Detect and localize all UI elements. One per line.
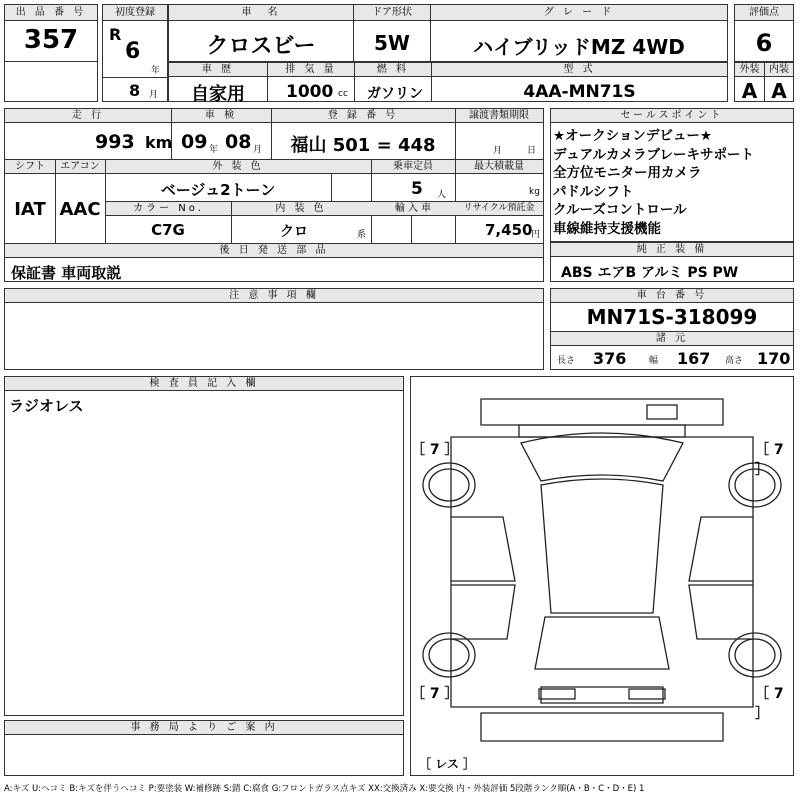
spec-width-label: 幅 bbox=[649, 356, 659, 366]
spec-width: 167 bbox=[677, 349, 711, 368]
shift-header: シフト bbox=[5, 160, 55, 174]
capacity: 5 bbox=[411, 179, 423, 199]
color-no-header: カラー No. bbox=[106, 202, 231, 216]
history-header: 車 歴 bbox=[169, 63, 267, 77]
score-header: 評価点 bbox=[735, 5, 793, 21]
displacement-cell bbox=[267, 62, 355, 102]
max-load-header: 最大積載量 bbox=[455, 160, 543, 174]
chassis-header: 車 台 番 号 bbox=[551, 289, 793, 303]
color-no: C7G bbox=[151, 221, 185, 239]
transfer-month-unit: 月 bbox=[493, 146, 503, 156]
sales-point: 全方位モニター用カメラ bbox=[553, 165, 702, 181]
lot-number-header: 出 品 番 号 bbox=[5, 5, 97, 21]
aircon-header: エアコン bbox=[55, 160, 105, 174]
notes-header: 注 意 事 項 欄 bbox=[5, 289, 543, 303]
history: 自家用 bbox=[191, 84, 245, 105]
reg-year: 6 bbox=[125, 39, 141, 64]
aircon: AAC bbox=[59, 199, 101, 220]
capacity-header: 乗車定員 bbox=[371, 160, 455, 174]
registration-header: 登 録 番 号 bbox=[271, 109, 455, 123]
rear-right-score: ［ 7 ］ bbox=[755, 686, 784, 722]
lot-number-cell bbox=[4, 4, 98, 102]
recycle-amount: 7,450 bbox=[485, 221, 533, 239]
exterior-grade-header: 外装 bbox=[735, 63, 764, 77]
mileage-header: 走 行 bbox=[5, 109, 171, 123]
door-cell bbox=[353, 4, 431, 62]
sales-point: デュアルカメラブレーキサポート bbox=[553, 146, 755, 163]
details-block bbox=[4, 108, 544, 282]
chassis-number: MN71S-318099 bbox=[586, 305, 758, 329]
mileage-unit: km bbox=[145, 133, 173, 152]
office-block bbox=[4, 720, 404, 776]
rear-left-score: ［ 7 ］ bbox=[411, 686, 459, 702]
score: 6 bbox=[755, 29, 773, 57]
exterior-grade-cell bbox=[734, 62, 765, 102]
spec-length-label: 長さ bbox=[557, 356, 576, 366]
exterior-color-header: 外 装 色 bbox=[105, 160, 371, 174]
bottom-note: ［ レス ］ bbox=[419, 757, 475, 771]
reg-month-unit: 月 bbox=[149, 90, 159, 100]
front-left-score: ［ 7 ］ bbox=[411, 442, 459, 458]
door-type: 5W bbox=[374, 31, 410, 55]
interior-color-unit: 系 bbox=[357, 230, 367, 240]
sales-point: パドルシフト bbox=[553, 183, 634, 200]
reg-year-unit: 年 bbox=[151, 66, 161, 76]
legend: A:キズ U:ヘコミ B:キズを伴うヘコミ P:要塗装 W:補修跡 S:錆 C:腐食 G:フロントガラス点キズ XX:交換済み X:要交換 内・外装評価 5段階ランク順(A・B・C・D・E) 1 bbox=[4, 784, 645, 794]
sales-points-list bbox=[553, 127, 754, 238]
car-name: クロスビー bbox=[206, 34, 316, 59]
spec-length: 376 bbox=[593, 349, 627, 368]
first-registration-cell bbox=[102, 4, 168, 102]
inspection-header: 車 検 bbox=[171, 109, 271, 123]
notes-block bbox=[4, 288, 544, 370]
specs-header: 諸 元 bbox=[551, 332, 793, 346]
grade-header: グ レ ー ド bbox=[431, 5, 727, 21]
later-parts: 保証書 車両取説 bbox=[11, 264, 122, 282]
fuel-cell bbox=[354, 62, 432, 102]
fuel: ガソリン bbox=[367, 86, 423, 102]
capacity-unit: 人 bbox=[437, 190, 447, 200]
model-code: 4AA-MN71S bbox=[523, 82, 636, 102]
standard-equipment: ABS エアB アルミ PS PW bbox=[561, 265, 739, 281]
door-header: ドア形状 bbox=[354, 5, 430, 21]
sales-points-block bbox=[550, 108, 794, 242]
car-diagram bbox=[411, 377, 793, 775]
inspection-year: 09 bbox=[181, 131, 208, 153]
standard-equipment-block bbox=[550, 242, 794, 282]
interior-grade-cell bbox=[764, 62, 794, 102]
car-name-cell bbox=[168, 4, 354, 62]
sales-points-header: セールスポイント bbox=[551, 109, 793, 123]
transfer-day-unit: 日 bbox=[527, 146, 537, 156]
displacement-header: 排 気 量 bbox=[268, 63, 354, 77]
inspector-header: 検 査 員 記 入 欄 bbox=[5, 377, 403, 391]
spec-height: 170 bbox=[757, 349, 791, 368]
mileage: 993 bbox=[95, 131, 135, 153]
grade-cell bbox=[430, 4, 728, 62]
car-name-header: 車 名 bbox=[169, 5, 353, 21]
fuel-header: 燃 料 bbox=[355, 63, 431, 77]
displacement-unit: cc bbox=[338, 89, 348, 99]
front-right-score: ［ 7 ］ bbox=[755, 442, 784, 478]
exterior-color: ベージュ2トーン bbox=[160, 181, 276, 199]
score-cell bbox=[734, 4, 794, 62]
recycle-unit: 円 bbox=[531, 230, 541, 240]
sales-point: 車線維持支援機能 bbox=[553, 220, 661, 237]
sales-point: クルーズコントロール bbox=[553, 202, 687, 218]
inspector-note: ラジオレス bbox=[9, 397, 84, 415]
exterior-grade: A bbox=[741, 79, 758, 103]
era-mark: R bbox=[109, 25, 122, 44]
inspection-month-unit: 月 bbox=[253, 145, 263, 155]
inspection-month: 08 bbox=[225, 131, 252, 153]
header-block bbox=[4, 4, 794, 105]
interior-color: クロ bbox=[280, 224, 308, 240]
standard-equipment-header: 純 正 装 備 bbox=[551, 243, 793, 257]
transfer-deadline-header: 譲渡書類期限 bbox=[455, 109, 543, 123]
sales-point: ★オークションデビュー★ bbox=[553, 128, 712, 144]
displacement: 1000 bbox=[286, 82, 334, 102]
model-code-header: 型 式 bbox=[432, 63, 727, 77]
interior-grade-header: 内装 bbox=[765, 63, 793, 77]
grade: ハイブリッドMZ 4WD bbox=[473, 35, 685, 59]
later-parts-header: 後 日 発 送 部 品 bbox=[5, 244, 543, 258]
interior-color-header: 内 装 色 bbox=[231, 202, 371, 216]
history-cell bbox=[168, 62, 268, 105]
inspector-block bbox=[4, 376, 404, 716]
lot-number: 357 bbox=[23, 25, 79, 55]
first-registration-header: 初度登録 bbox=[103, 5, 167, 21]
car-diagram-block bbox=[410, 376, 794, 776]
model-code-cell bbox=[431, 62, 728, 102]
interior-grade: A bbox=[771, 79, 787, 103]
chassis-block bbox=[550, 288, 794, 370]
reg-month: 8 bbox=[129, 81, 141, 100]
shift: IAT bbox=[14, 199, 46, 220]
spec-height-label: 高さ bbox=[725, 356, 744, 366]
recycle-header: リサイクル預託金 bbox=[455, 202, 543, 216]
max-load-unit: kg bbox=[529, 187, 540, 197]
office-header: 事 務 局 よ り ご 案 内 bbox=[5, 721, 403, 735]
registration-number: 福山 501 = 448 bbox=[290, 135, 436, 156]
import-header: 輸 入 車 bbox=[371, 202, 455, 216]
inspection-year-unit: 年 bbox=[209, 145, 219, 155]
